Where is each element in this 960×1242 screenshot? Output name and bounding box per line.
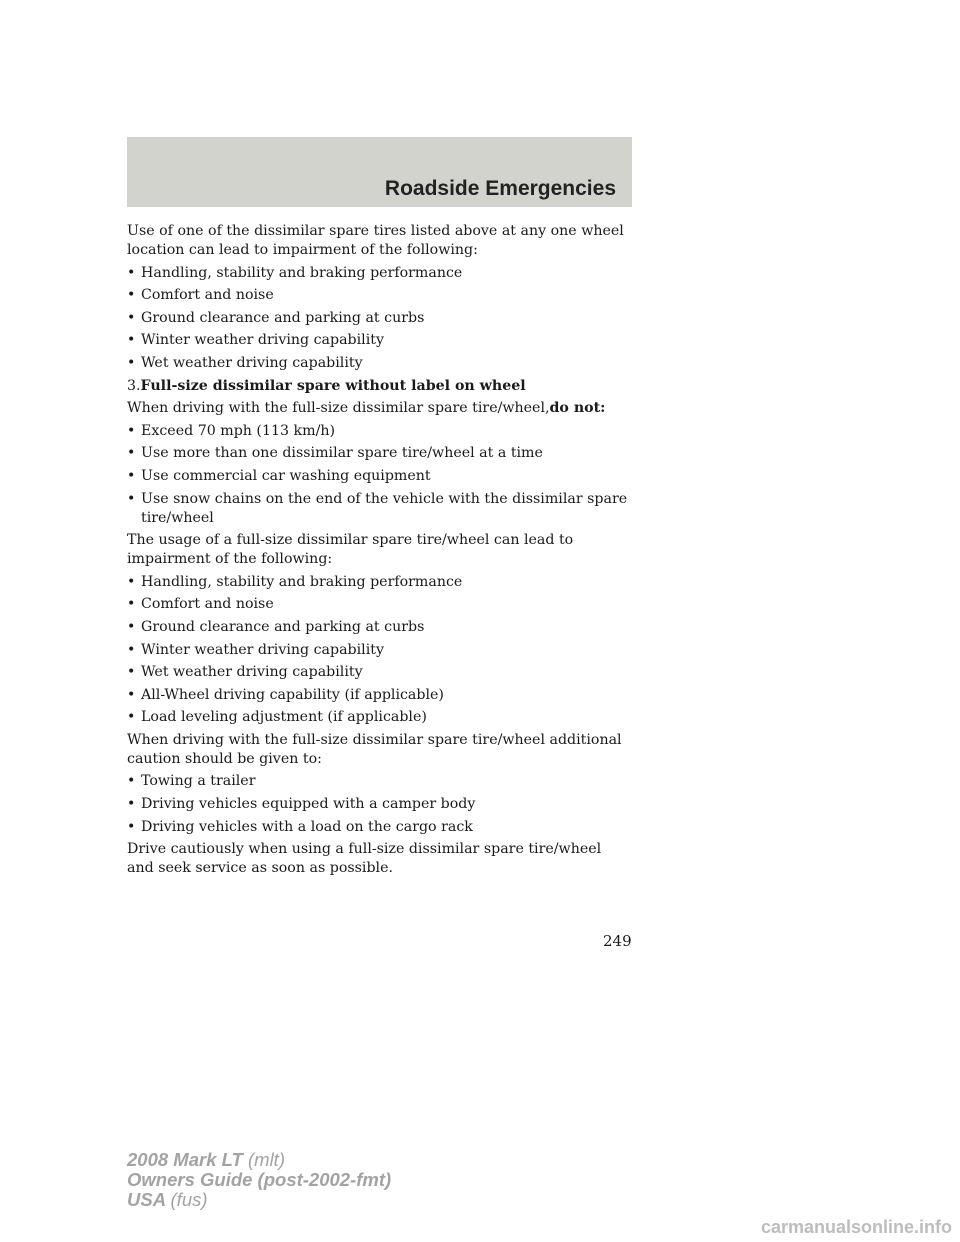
caution-list bbox=[127, 772, 632, 836]
impairment-list-2 bbox=[127, 573, 632, 728]
bullet-icon: • bbox=[127, 422, 136, 439]
watermark: carmanualsonline.info bbox=[760, 1217, 952, 1237]
list-item: • Handling, stability and braking performance bbox=[127, 264, 463, 281]
bullet-icon: • bbox=[127, 573, 136, 590]
bullet-icon: • bbox=[127, 686, 136, 703]
footer-line-3: USA (fus) bbox=[127, 1189, 208, 1210]
footer-line-1: 2008 Mark LT (mlt) bbox=[127, 1149, 285, 1170]
bullet-icon: • bbox=[127, 618, 136, 635]
bullet-icon: • bbox=[127, 796, 136, 813]
footer-line-2: Owners Guide (post-2002-fmt) bbox=[127, 1169, 392, 1190]
bullet-icon: • bbox=[127, 467, 136, 484]
list-item: • Winter weather driving capability bbox=[127, 332, 384, 349]
list-item: • Ground clearance and parking at curbs bbox=[127, 309, 425, 326]
list-item: • Comfort and noise bbox=[127, 596, 274, 613]
bullet-icon: • bbox=[127, 490, 136, 507]
usage-intro-paragraph: The usage of a full-size dissimilar spare tire/wheel can lead to impairment of the following: bbox=[127, 532, 574, 568]
section-3-heading bbox=[127, 377, 632, 396]
section-heading-text: Full-size dissimilar spare without label on wheel bbox=[140, 377, 526, 394]
list-item: • All-Wheel driving capability (if applicable) bbox=[127, 686, 444, 703]
do-not-list bbox=[127, 422, 632, 528]
impairment-list-1 bbox=[127, 264, 632, 373]
driving-intro-paragraph: When driving with the full-size dissimilar spare tire/wheel,do not: bbox=[127, 400, 606, 417]
list-item: • Use more than one dissimilar spare tire/wheel at a time bbox=[127, 445, 543, 462]
caution-intro-paragraph: When driving with the full-size dissimilar spare tire/wheel additional caution should be given to: bbox=[127, 731, 622, 767]
bullet-icon: • bbox=[127, 332, 136, 349]
list-item: • Load leveling adjustment (if applicable) bbox=[127, 709, 427, 726]
list-item: • Driving vehicles equipped with a camper body bbox=[127, 796, 476, 813]
bullet-icon: • bbox=[127, 354, 136, 371]
list-item: • Winter weather driving capability bbox=[127, 641, 384, 658]
page-content bbox=[127, 222, 632, 882]
bullet-icon: • bbox=[127, 287, 136, 304]
bullet-icon: • bbox=[127, 264, 136, 281]
list-item: • Wet weather driving capability bbox=[127, 664, 363, 681]
list-item: • Use snow chains on the end of the vehicle with the dissimilar spare tire/wheel bbox=[127, 490, 628, 526]
list-item: • Towing a trailer bbox=[127, 773, 256, 790]
section-header-bar bbox=[127, 137, 632, 207]
bullet-icon: • bbox=[127, 773, 136, 790]
section-number: 3. bbox=[127, 377, 141, 394]
list-item: • Driving vehicles with a load on the cargo rack bbox=[127, 818, 473, 835]
bullet-icon: • bbox=[127, 445, 136, 462]
bullet-icon: • bbox=[127, 596, 136, 613]
section-title: Roadside Emergencies bbox=[384, 177, 616, 200]
list-item: • Handling, stability and braking performance bbox=[127, 573, 463, 590]
list-item: • Ground clearance and parking at curbs bbox=[127, 618, 425, 635]
bullet-icon: • bbox=[127, 709, 136, 726]
bullet-icon: • bbox=[127, 309, 136, 326]
bullet-icon: • bbox=[127, 641, 136, 658]
list-item: • Comfort and noise bbox=[127, 287, 274, 304]
intro-paragraph: Use of one of the dissimilar spare tires listed above at any one wheel location can lead to impairment of the following: bbox=[127, 223, 624, 258]
bullet-icon: • bbox=[127, 664, 136, 681]
closing-paragraph: Drive cautiously when using a full-size dissimilar spare tire/wheel and seek service as soon as possible. bbox=[127, 841, 602, 877]
document-footer bbox=[127, 1150, 391, 1210]
list-item: • Use commercial car washing equipment bbox=[127, 467, 431, 484]
list-item: • Wet weather driving capability bbox=[127, 354, 363, 371]
list-item: • Exceed 70 mph (113 km/h) bbox=[127, 422, 336, 439]
page-number: 249 bbox=[603, 932, 632, 950]
bullet-icon: • bbox=[127, 818, 136, 835]
